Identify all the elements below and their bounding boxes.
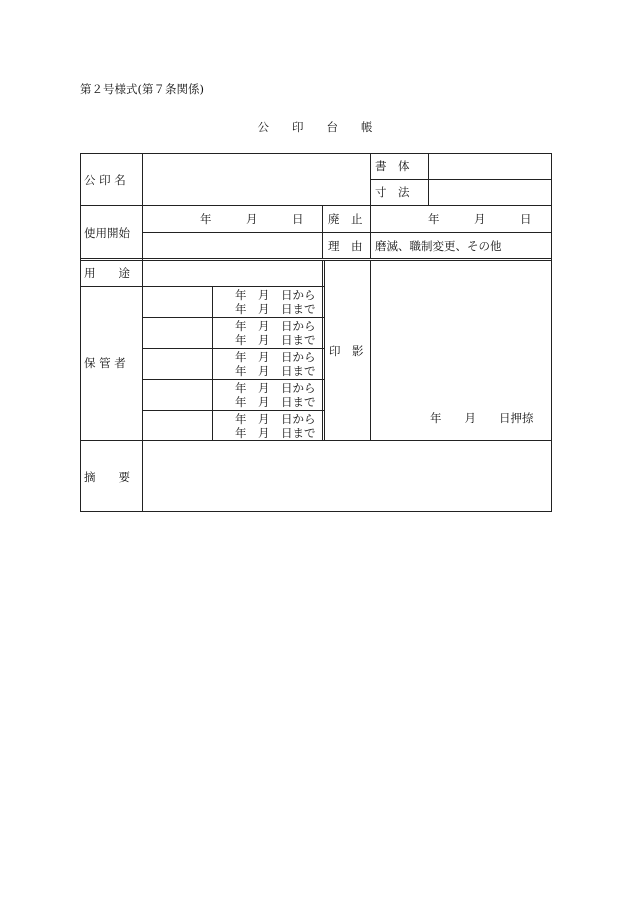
custodian-to-5: 年 月 日まで [235,426,316,440]
start-label: 使用開始 [84,226,130,240]
custodian-label: 保 管 者 [84,356,126,370]
style-label: 書 体 [375,159,410,173]
reason-label: 理 由 [328,239,363,253]
abolish-label: 廃 止 [328,212,363,226]
size-label: 寸 法 [375,185,410,199]
form-number: 第２号様式(第７条関係) [80,82,204,96]
custodian-from-3: 年 月 日から [235,350,316,364]
custodian-from-2: 年 月 日から [235,319,316,333]
reason-value: 磨滅、職制変更、その他 [375,239,502,253]
custodian-from-1: 年 月 日から [235,288,316,302]
custodian-from-5: 年 月 日から [235,412,316,426]
custodian-to-3: 年 月 日まで [235,364,316,378]
summary-label: 摘 要 [84,470,130,484]
purpose-label: 用 途 [84,266,130,280]
abolish-date: 年 月 日 [428,212,532,226]
imprint-date: 年 月 日押捺 [430,411,534,425]
custodian-from-4: 年 月 日から [235,381,316,395]
page-title: 公 印 台 帳 [257,120,373,134]
custodian-to-4: 年 月 日まで [235,395,316,409]
custodian-to-2: 年 月 日まで [235,333,316,347]
custodian-to-1: 年 月 日まで [235,302,316,316]
imprint-label: 印 影 [329,344,364,358]
start-date: 年 月 日 [200,212,304,226]
seal-name-label: 公 印 名 [84,173,126,187]
